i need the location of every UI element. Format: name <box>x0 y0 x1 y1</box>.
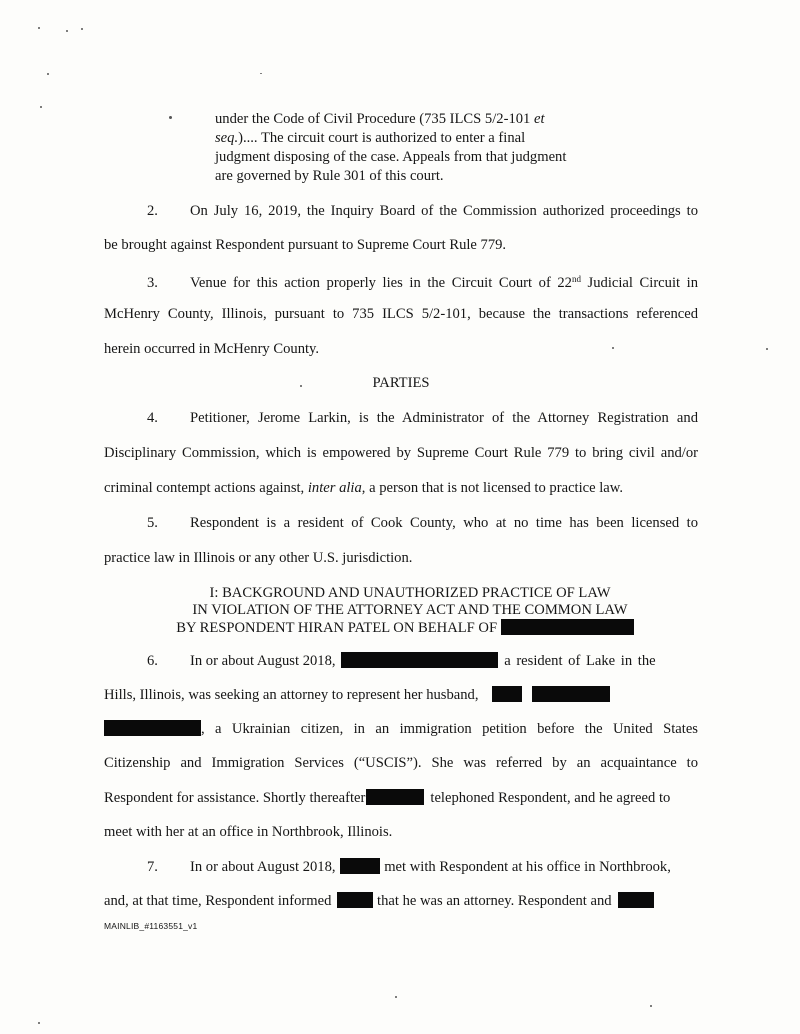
paragraph-text: a resident of Lake in the <box>504 653 656 669</box>
paragraph-6-line <box>104 720 698 738</box>
paragraph-7-line <box>104 858 698 876</box>
paragraph-number: 7. <box>147 859 158 875</box>
paragraph-number: 4. <box>147 410 158 426</box>
paragraph-6-line <box>104 652 698 670</box>
redaction-bar <box>337 892 373 908</box>
paragraph-text: , a person that is not licensed to practice law. <box>361 480 624 496</box>
paragraph-4-line <box>104 409 698 427</box>
paragraph-text: Venue for this action properly lies in the Circuit Court of 22 <box>190 275 572 291</box>
section-heading-line <box>150 619 660 637</box>
paragraph-6-line <box>104 789 698 807</box>
block-quote <box>215 110 617 186</box>
paragraph-text: met with Respondent at his office in Northbrook, <box>384 859 671 875</box>
scan-speck <box>395 996 397 998</box>
paragraph-text: and, at that time, Respondent informed <box>104 893 332 909</box>
scan-speck <box>81 28 83 30</box>
scan-speck <box>47 73 49 75</box>
paragraph-4-line <box>104 479 698 497</box>
scan-speck <box>38 27 40 29</box>
paragraph-3-line: herein occurred in McHenry County. <box>104 341 320 357</box>
paragraph-text: telephoned Respondent, and he agreed to <box>430 790 671 806</box>
paragraph-text: criminal contempt actions against, <box>104 480 308 496</box>
paragraph-number: 2. <box>147 203 158 219</box>
paragraph-5-line: practice law in Illinois or any other U.S. jurisdiction. <box>104 550 413 566</box>
paragraph-text: Petitioner, Jerome Larkin, is the Administrator of the Attorney Registration and <box>190 410 698 426</box>
redaction-bar <box>341 652 498 668</box>
superscript: nd <box>571 274 581 284</box>
paragraph-italic: inter alia <box>307 480 362 496</box>
document-footer-id: MAINLIB_#1163551_v1 <box>104 921 198 931</box>
section-heading-line: IN VIOLATION OF THE ATTORNEY ACT AND THE COMMON LAW <box>192 602 628 618</box>
paragraph-text: In or about August 2018, <box>190 859 336 875</box>
paragraph-6-line: Citizenship and Immigration Services (“USCIS”). She was referred by an acquaintance to <box>104 755 698 771</box>
redaction-bar <box>532 686 610 702</box>
scan-speck <box>766 348 768 350</box>
paragraph-2-line: be brought against Respondent pursuant to Supreme Court Rule 779. <box>104 237 507 253</box>
paragraph-text: Respondent for assistance. Shortly thereafter <box>104 790 366 806</box>
redaction-bar <box>366 789 424 805</box>
section-heading-parties: PARTIES <box>372 375 430 391</box>
scan-speck <box>260 73 262 74</box>
redaction-bar <box>501 619 634 635</box>
quote-text: ).... The circuit court is authorized to enter a final <box>238 130 526 146</box>
paragraph-number: 5. <box>147 515 158 531</box>
paragraph-3-line: McHenry County, Illinois, pursuant to 735 ILCS 5/2-101, because the transactions referenced <box>104 306 698 322</box>
paragraph-text: Judicial Circuit in <box>580 275 698 291</box>
scan-speck <box>38 1022 40 1024</box>
paragraph-text: Respondent is a resident of Cook County, who at no time has been licensed to <box>190 515 698 531</box>
scan-speck <box>169 116 172 119</box>
paragraph-number: 3. <box>147 275 158 291</box>
paragraph-text: Hills, Illinois, was seeking an attorney to represent her husband, <box>104 687 479 703</box>
redaction-bar <box>618 892 654 908</box>
paragraph-number: 6. <box>147 653 158 669</box>
paragraph-text: In or about August 2018, <box>190 653 336 669</box>
paragraph-text: , a Ukrainian citizen, in an immigration petition before the United States <box>201 721 698 737</box>
section-heading-text: BY RESPONDENT HIRAN PATEL ON BEHALF OF <box>176 620 498 636</box>
paragraph-2-line <box>104 202 698 220</box>
paragraph-text: On July 16, 2019, the Inquiry Board of the Commission authorized proceedings to <box>190 203 698 219</box>
redaction-bar <box>104 720 201 736</box>
paragraph-5-line <box>104 514 698 532</box>
section-heading-line: I: BACKGROUND AND UNAUTHORIZED PRACTICE OF LAW <box>209 585 611 601</box>
redaction-bar <box>492 686 522 702</box>
paragraph-4-line: Disciplinary Commission, which is empowered by Supreme Court Rule 779 to bring civil and/or <box>104 445 698 461</box>
paragraph-3-line <box>104 270 698 292</box>
paragraph-6-line <box>104 686 698 704</box>
quote-text: under the Code of Civil Procedure (735 ILCS 5/2-101 <box>215 111 534 127</box>
paragraph-text: that he was an attorney. Respondent and <box>377 893 612 909</box>
quote-italic: seq. <box>215 130 239 146</box>
quote-text: judgment disposing of the case. Appeals from that judgment <box>215 149 567 165</box>
paragraph-7-line <box>104 892 698 910</box>
scan-speck <box>40 106 42 108</box>
scan-speck <box>650 1005 652 1007</box>
quote-italic: et <box>533 111 545 127</box>
paragraph-6-line: meet with her at an office in Northbrook, Illinois. <box>104 824 393 840</box>
quote-text: are governed by Rule 301 of this court. <box>215 168 444 184</box>
scan-speck <box>66 30 68 32</box>
redaction-bar <box>340 858 380 874</box>
